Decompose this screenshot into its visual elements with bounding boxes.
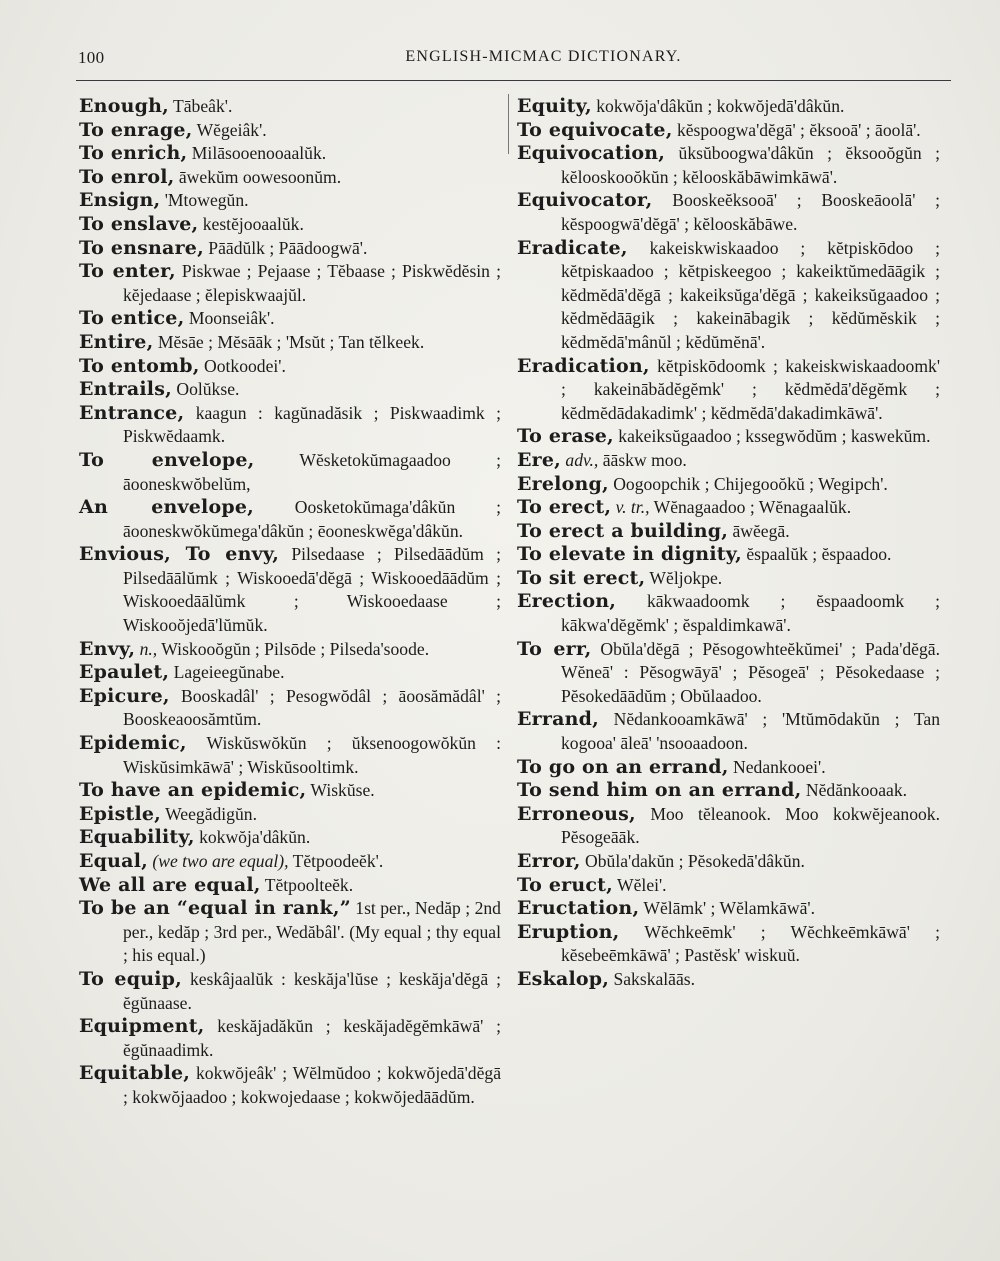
dictionary-entry bbox=[517, 189, 940, 236]
entry-headword: To entice, bbox=[79, 307, 185, 330]
dictionary-entry bbox=[517, 850, 940, 874]
dictionary-entry bbox=[517, 473, 940, 497]
dictionary-entry bbox=[517, 237, 940, 355]
column-divider bbox=[508, 94, 509, 154]
entry-definition: Wiskooŏgŭn ; Pilsōde ; Pilseda'soode. bbox=[161, 638, 430, 659]
entry-headword: To enrich, bbox=[79, 142, 188, 165]
entry-definition: 1st per., Nedăp ; 2nd per., kedăp ; 3rd per., Wedăbâl'. (My equal ; thy equal ; his equal.) bbox=[123, 898, 501, 966]
entry-definition: Wĕsketokŭmagaadoo ; āooneskwŏbelŭm, bbox=[123, 449, 501, 494]
entry-headword: Envious, To envy, bbox=[79, 543, 280, 566]
entry-definition: āwĕegā. bbox=[732, 520, 790, 541]
dictionary-entry bbox=[79, 449, 501, 496]
right-column bbox=[517, 95, 940, 992]
page-number: 100 bbox=[78, 48, 105, 67]
dictionary-entry bbox=[517, 119, 940, 143]
dictionary-entry bbox=[517, 425, 940, 449]
entry-headword: To enslave, bbox=[79, 212, 199, 235]
dictionary-entry bbox=[79, 685, 501, 732]
dictionary-entry bbox=[79, 803, 501, 827]
entry-definition: kokwŏja'dâkŭn ; kokwŏjedā'dâkŭn. bbox=[596, 96, 845, 116]
entry-headword: To enrol, bbox=[79, 165, 175, 188]
entry-headword: To err, bbox=[517, 637, 592, 660]
dictionary-entry bbox=[79, 968, 501, 1015]
entry-headword: To equivocate, bbox=[517, 118, 673, 141]
entry-definition: Tĕtpoolteĕk. bbox=[264, 874, 354, 895]
entry-definition: Wĕlāmk' ; Wĕlamkāwā'. bbox=[643, 898, 815, 919]
entry-headword: Equitable, bbox=[79, 1062, 191, 1085]
dictionary-entry bbox=[517, 355, 940, 426]
dictionary-entry bbox=[79, 874, 501, 898]
entry-definition: Pāādŭlk ; Pāādoogwā'. bbox=[208, 237, 368, 258]
entry-headword: Epicure, bbox=[79, 684, 170, 707]
entry-headword: Eradicate, bbox=[517, 236, 628, 259]
dictionary-entry bbox=[517, 95, 940, 119]
dictionary-entry bbox=[517, 590, 940, 637]
dictionary-entry bbox=[79, 826, 501, 850]
entry-definition: Nedankooei'. bbox=[733, 756, 826, 777]
entry-headword: To erase, bbox=[517, 425, 614, 448]
dictionary-entry bbox=[79, 1015, 501, 1062]
entry-headword: To erect a building, bbox=[517, 519, 729, 542]
entry-definition: Wĕlei'. bbox=[617, 874, 667, 895]
entry-definition: ĕspaalŭk ; ĕspaadoo. bbox=[746, 544, 892, 565]
dictionary-entry bbox=[517, 756, 940, 780]
dictionary-entry bbox=[79, 166, 501, 190]
dictionary-entry bbox=[79, 378, 501, 402]
entry-headword: Entrails, bbox=[79, 378, 172, 401]
entry-definition: Tĕtpoodeĕk'. bbox=[292, 851, 384, 871]
entry-headword: Erroneous, bbox=[517, 802, 636, 825]
entry-headword: Equivocation, bbox=[517, 142, 666, 165]
entry-definition: kĕtpiskōdoomk ; kakeiskwiskaadoomk' ; kakeinābădĕgĕmk' ; kĕdmĕdā'dĕgĕmk ; kĕdmĕdādakadimk' ; kĕdmĕdā'dakadimkāwā'. bbox=[561, 355, 940, 423]
entry-headword: Eskalop, bbox=[517, 967, 610, 990]
entry-definition: Wĕljokpe. bbox=[649, 567, 723, 588]
entry-headword: Epaulet, bbox=[79, 661, 170, 684]
dictionary-entry bbox=[79, 543, 501, 637]
dictionary-entry bbox=[517, 520, 940, 544]
dictionary-entry bbox=[79, 331, 501, 355]
entry-grammar-note: (we two are equal), bbox=[152, 851, 289, 871]
dictionary-entry bbox=[517, 708, 940, 755]
entry-definition: Wĕnagaadoo ; Wĕnagaalŭk. bbox=[653, 497, 852, 518]
entry-headword: Eradication, bbox=[517, 354, 650, 377]
entry-headword: Equability, bbox=[79, 826, 195, 849]
dictionary-entry bbox=[79, 355, 501, 379]
dictionary-entry bbox=[517, 567, 940, 591]
dictionary-entry bbox=[517, 921, 940, 968]
dictionary-entry bbox=[79, 850, 501, 874]
entry-definition: Moo tĕleanook. Moo kokwĕjeanook. Pĕsogeāāk. bbox=[561, 803, 940, 848]
dictionary-entry bbox=[79, 897, 501, 968]
entry-headword: To equip, bbox=[79, 967, 182, 990]
entry-definition: kaagun : kagŭnadăsik ; Piskwaadimk ; Piskwĕdaamk. bbox=[123, 402, 501, 447]
dictionary-entry bbox=[79, 142, 501, 166]
entry-headword: Envy, bbox=[79, 637, 136, 660]
dictionary-entry bbox=[517, 779, 940, 803]
entry-grammar-note: n., bbox=[139, 638, 158, 659]
entry-headword: To send him on an errand, bbox=[517, 779, 802, 802]
entry-headword: To erect, bbox=[517, 496, 612, 519]
entry-definition: Wĕgeiâk'. bbox=[196, 119, 267, 140]
entry-headword: Erection, bbox=[517, 590, 617, 613]
entry-headword: Epistle, bbox=[79, 802, 161, 825]
entry-definition: Sakskalāās. bbox=[613, 968, 696, 989]
entry-definition: Booskeĕksooā' ; Booskeāoolā' ; kĕspoogwā'dĕgā' ; kĕlooskăbāwe. bbox=[561, 190, 940, 234]
entry-definition: Wiskŭse. bbox=[310, 780, 375, 801]
entry-headword: To enter, bbox=[79, 260, 176, 283]
entry-headword: To ensnare, bbox=[79, 236, 204, 259]
entry-headword: Ensign, bbox=[79, 189, 161, 212]
entry-definition: Obŭla'dakŭn ; Pĕsokedā'dâkŭn. bbox=[585, 851, 805, 871]
entry-definition: Weegădigŭn. bbox=[165, 803, 257, 824]
entry-headword: To be an “equal in rank,” bbox=[79, 897, 351, 920]
entry-headword: Erelong, bbox=[517, 472, 609, 495]
entry-definition: kestĕjooaalŭk. bbox=[202, 213, 304, 234]
entry-definition: kākwaadoomk ; ĕspaadoomk ; kākwa'dĕgĕmk' ; ĕspaldimkawā'. bbox=[561, 591, 940, 636]
entry-headword: Enough, bbox=[79, 95, 169, 117]
dictionary-entry bbox=[79, 189, 501, 213]
header-rule bbox=[76, 80, 951, 81]
entry-definition: Nĕdankooamkāwā' ; 'Mtŭmōdakŭn ; Tan kogooa' āleā' 'nsooaadoon. bbox=[561, 709, 940, 754]
dictionary-entry bbox=[517, 874, 940, 898]
entry-headword: To have an epidemic, bbox=[79, 779, 307, 802]
entry-headword: To envelope, bbox=[79, 448, 255, 471]
entry-grammar-note: adv., bbox=[565, 449, 599, 470]
entry-definition: Piskwae ; Pejaase ; Tĕbaase ; Piskwĕdĕsin ; kĕjedaase ; ĕlepiskwaajŭl. bbox=[123, 261, 501, 305]
entry-definition: 'Mtowegŭn. bbox=[164, 190, 249, 211]
entry-definition: Tābeâk'. bbox=[173, 96, 233, 116]
entry-definition: Lageieegŭnabe. bbox=[173, 662, 285, 683]
entry-definition: Booskadâl' ; Pesogwŏdâl ; āoosămădâl' ; Booskeaoosămtŭm. bbox=[123, 685, 501, 730]
entry-definition: āwekŭm oowesoonŭm. bbox=[178, 166, 342, 187]
page-header bbox=[76, 46, 951, 74]
entry-definition: keskăjadăkŭn ; keskăjadĕgĕmkāwā' ; ĕgŭnaadimk. bbox=[123, 1016, 501, 1060]
entry-definition: kakeiksŭgaadoo ; kssegwŏdŭm ; kaswekŭm. bbox=[618, 426, 931, 447]
entry-headword: Entire, bbox=[79, 330, 154, 353]
dictionary-entry bbox=[517, 897, 940, 921]
left-column bbox=[79, 95, 501, 1110]
entry-headword: We all are equal, bbox=[79, 873, 261, 896]
entry-definition: kĕspoogwa'dĕgā' ; ĕksooā' ; āoolā'. bbox=[676, 119, 921, 140]
dictionary-entry bbox=[517, 968, 940, 992]
dictionary-entry bbox=[79, 779, 501, 803]
dictionary-entry bbox=[79, 638, 501, 662]
dictionary-entry bbox=[517, 543, 940, 567]
dictionary-entry bbox=[517, 142, 940, 189]
dictionary-entry bbox=[79, 119, 501, 143]
entry-headword: To go on an errand, bbox=[517, 755, 729, 778]
dictionary-entry bbox=[79, 1062, 501, 1109]
dictionary-entry bbox=[79, 260, 501, 307]
entry-headword: To enrage, bbox=[79, 118, 193, 141]
entry-headword: Epidemic, bbox=[79, 732, 187, 755]
entry-headword: Ere, bbox=[517, 448, 561, 471]
entry-headword: To sit erect, bbox=[517, 566, 646, 589]
dictionary-entry bbox=[517, 449, 940, 473]
entry-headword: Error, bbox=[517, 850, 581, 872]
entry-headword: Equity, bbox=[517, 95, 592, 117]
entry-definition: kokwŏja'dâkŭn. bbox=[199, 827, 311, 848]
entry-headword: Equipment, bbox=[79, 1015, 205, 1038]
dictionary-entry bbox=[517, 638, 940, 709]
dictionary-entry bbox=[517, 496, 940, 520]
dictionary-entry bbox=[79, 237, 501, 261]
entry-headword: Equal, bbox=[79, 850, 148, 872]
entry-grammar-note: v. tr., bbox=[615, 497, 650, 518]
entry-definition: kokwŏjeâk' ; Wĕlmŭdoo ; kokwŏjedā'dĕgā ; kokwŏjaadoo ; kokwojedaase ; kokwŏjedāādŭm. bbox=[123, 1063, 502, 1107]
entry-headword: Entrance, bbox=[79, 401, 185, 424]
dictionary-entry bbox=[79, 496, 501, 543]
entry-headword: To entomb, bbox=[79, 354, 200, 377]
entry-headword: Eruption, bbox=[517, 920, 620, 943]
entry-definition: āāskw moo. bbox=[602, 449, 687, 470]
entry-headword: To elevate in dignity, bbox=[517, 543, 742, 566]
entry-definition: Nĕdănkooaak. bbox=[805, 780, 908, 801]
dictionary-entry bbox=[79, 402, 501, 449]
entry-definition: Mĕsāe ; Mĕsāāk ; 'Msŭt ; Tan tĕlkeek. bbox=[157, 331, 425, 352]
entry-headword: Errand, bbox=[517, 708, 599, 731]
entry-definition: ŭksŭboogwa'dâkŭn ; ĕksooŏgŭn ; kĕlooskooŏkŭn ; kĕlooskăbāwimkāwā'. bbox=[561, 143, 940, 187]
entry-headword: An envelope, bbox=[79, 496, 254, 519]
entry-definition: Ootkoodei'. bbox=[204, 355, 286, 376]
dictionary-entry bbox=[79, 661, 501, 685]
entry-definition: Wĕchkeēmk' ; Wĕchkeēmkāwā' ; kĕsebeēmkāwā' ; Pastĕsk' wiskuŭ. bbox=[561, 921, 940, 966]
dictionary-entry bbox=[79, 307, 501, 331]
dictionary-entry bbox=[79, 213, 501, 237]
dictionary-entry bbox=[79, 95, 501, 119]
entry-definition: Pilsedaase ; Pilsedāādŭm ; Pilsedāālŭmk ; Wiskooedā'dĕgā ; Wiskooedāādŭm ; Wiskooedāālŭmk ; Wiskooedaase ; Wiskooŏjedā'lŭmŭk. bbox=[123, 544, 501, 636]
entry-definition: Obŭla'dĕgā ; Pĕsogowhteĕkŭmei' ; Pada'dĕgā. Wĕneā' : Pĕsogwāyā' ; Pĕsogeā' ; Pĕsokedaase ; Pĕsokedāādŭm ; Obŭlaadoo. bbox=[561, 638, 940, 706]
entry-definition: Oolŭkse. bbox=[176, 379, 240, 400]
dictionary-entry bbox=[79, 732, 501, 779]
entry-definition: Oogoopchik ; Chijegooŏkŭ ; Wegipch'. bbox=[613, 473, 888, 494]
running-head-title: ENGLISH-MICMAC DICTIONARY. bbox=[405, 48, 682, 65]
entry-headword: To eruct, bbox=[517, 873, 613, 896]
entry-headword: Eructation, bbox=[517, 897, 640, 920]
entry-definition: Oosketokŭmaga'dâkŭn ; āooneskwŏkŭmega'dâkŭn ; ēooneskwĕga'dâkŭn. bbox=[123, 497, 501, 541]
entry-definition: keskâjaalŭk : keskăja'lŭse ; keskăja'dĕgā ; ĕgŭnaase. bbox=[123, 968, 502, 1013]
entry-definition: Moonseiâk'. bbox=[188, 308, 275, 329]
entry-definition: Milāsooenooaalŭk. bbox=[191, 143, 327, 164]
entry-definition: kakeiskwiskaadoo ; kĕtpiskōdoo ; kĕtpiskaadoo ; kĕtpiskeegoo ; kakeiktŭmedāāgik ; kĕdmĕdā'dĕgā ; kakeiksŭga'dĕgā ; kakeiksŭgaadoo ; kĕdmĕdāāgik ; kakeinābagik ; kĕdŭmĕskik ; kĕdmĕdā'mânŭl ; kĕdŭmĕnā'. bbox=[561, 237, 940, 352]
dictionary-entry bbox=[517, 803, 940, 850]
entry-headword: Equivocator, bbox=[517, 189, 653, 212]
entry-definition: Wiskŭswŏkŭn ; ŭksenoogowŏkŭn : Wiskŭsimkāwā' ; Wiskŭsooltimk. bbox=[123, 733, 501, 777]
